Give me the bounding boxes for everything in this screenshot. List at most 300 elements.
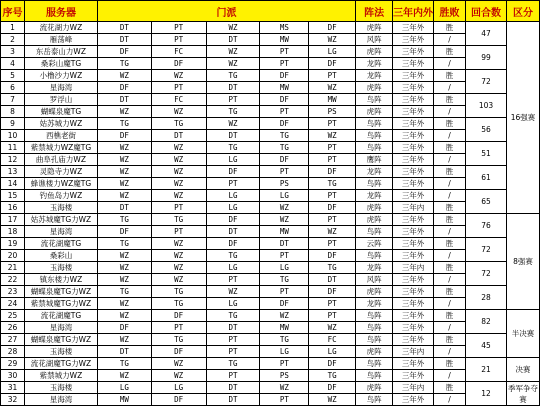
sect-cell[interactable]: DF xyxy=(97,226,151,238)
row-number-cell[interactable]: 22 xyxy=(1,274,25,286)
sect-cell[interactable]: PS xyxy=(260,370,309,382)
rounds-cell[interactable]: 82 xyxy=(466,310,507,334)
sect-cell[interactable]: LG xyxy=(206,154,260,166)
rounds-cell[interactable]: 51 xyxy=(466,142,507,166)
sect-cell[interactable]: WZ xyxy=(309,82,356,94)
server-cell[interactable]: 灵隐寺力WZ xyxy=(24,166,97,178)
years-cell[interactable]: 三年外 xyxy=(393,82,434,94)
years-cell[interactable]: 三年内 xyxy=(393,262,434,274)
sect-cell[interactable]: PT xyxy=(151,226,206,238)
sect-cell[interactable]: PT xyxy=(151,202,206,214)
row-number-cell[interactable]: 32 xyxy=(1,394,25,406)
row-number-cell[interactable]: 18 xyxy=(1,226,25,238)
sect-cell[interactable]: WZ xyxy=(206,118,260,130)
server-cell[interactable]: 罗浮山 xyxy=(24,94,97,106)
sect-cell[interactable]: WZ xyxy=(206,58,260,70)
result-cell[interactable]: / xyxy=(434,106,466,118)
formation-cell[interactable]: 虎阵 xyxy=(356,346,393,358)
rounds-cell[interactable]: 56 xyxy=(466,118,507,142)
result-cell[interactable]: / xyxy=(434,154,466,166)
years-cell[interactable]: 三年外 xyxy=(393,394,434,406)
sect-cell[interactable]: WZ xyxy=(97,106,151,118)
result-cell[interactable]: / xyxy=(434,34,466,46)
result-cell[interactable]: / xyxy=(434,298,466,310)
years-cell[interactable]: 三年外 xyxy=(393,118,434,130)
row-number-cell[interactable]: 31 xyxy=(1,382,25,394)
sect-cell[interactable]: TG xyxy=(260,334,309,346)
row-number-cell[interactable]: 8 xyxy=(1,106,25,118)
formation-cell[interactable]: 虎阵 xyxy=(356,214,393,226)
sect-cell[interactable]: MW xyxy=(97,394,151,406)
sect-cell[interactable]: TG xyxy=(309,178,356,190)
sect-cell[interactable]: TG xyxy=(151,334,206,346)
rounds-cell[interactable]: 99 xyxy=(466,46,507,70)
header-years[interactable]: 三年内外 xyxy=(393,1,434,22)
sect-cell[interactable]: TG xyxy=(97,238,151,250)
result-cell[interactable]: / xyxy=(434,82,466,94)
sect-cell[interactable]: PT xyxy=(260,166,309,178)
result-cell[interactable]: 胜 xyxy=(434,118,466,130)
sect-cell[interactable]: PT xyxy=(260,250,309,262)
years-cell[interactable]: 三年外 xyxy=(393,310,434,322)
header-server[interactable]: 服务器 xyxy=(24,1,97,22)
sect-cell[interactable]: WZ xyxy=(309,130,356,142)
sect-cell[interactable]: WZ xyxy=(260,310,309,322)
server-cell[interactable]: 东岳泰山力WZ xyxy=(24,46,97,58)
sect-cell[interactable]: DF xyxy=(260,70,309,82)
years-cell[interactable]: 三年外 xyxy=(393,130,434,142)
sect-cell[interactable]: DF xyxy=(151,346,206,358)
formation-cell[interactable]: 鸟阵 xyxy=(356,358,393,370)
sect-cell[interactable]: WZ xyxy=(151,154,206,166)
years-cell[interactable]: 三年外 xyxy=(393,370,434,382)
sect-cell[interactable]: DT xyxy=(97,346,151,358)
sect-cell[interactable]: WZ xyxy=(260,214,309,226)
result-cell[interactable]: / xyxy=(434,274,466,286)
server-cell[interactable]: 玉海楼 xyxy=(24,202,97,214)
server-cell[interactable]: 西樵老街 xyxy=(24,130,97,142)
formation-cell[interactable]: 龙阵 xyxy=(356,166,393,178)
sect-cell[interactable]: PT xyxy=(309,310,356,322)
row-number-cell[interactable]: 17 xyxy=(1,214,25,226)
years-cell[interactable]: 三年外 xyxy=(393,178,434,190)
sect-cell[interactable]: DT xyxy=(206,130,260,142)
sect-cell[interactable]: DF xyxy=(97,322,151,334)
result-cell[interactable]: 胜 xyxy=(434,238,466,250)
sect-cell[interactable]: WZ xyxy=(206,22,260,34)
row-number-cell[interactable]: 28 xyxy=(1,346,25,358)
header-formation[interactable]: 阵法 xyxy=(356,1,393,22)
sect-cell[interactable]: TG xyxy=(206,106,260,118)
server-cell[interactable]: 蝴蝶泉魔TG力WZ xyxy=(24,334,97,346)
sect-cell[interactable]: DT xyxy=(309,274,356,286)
years-cell[interactable]: 三年外 xyxy=(393,106,434,118)
sect-cell[interactable]: DF xyxy=(309,358,356,370)
sect-cell[interactable]: TG xyxy=(151,118,206,130)
sect-cell[interactable]: WZ xyxy=(151,178,206,190)
sect-cell[interactable]: TG xyxy=(260,274,309,286)
server-cell[interactable]: 镇东楼力WZ xyxy=(24,274,97,286)
sect-cell[interactable]: WZ xyxy=(151,142,206,154)
server-cell[interactable]: 流花湖魔TG xyxy=(24,238,97,250)
formation-cell[interactable]: 鸟阵 xyxy=(356,178,393,190)
sect-cell[interactable]: DF xyxy=(151,58,206,70)
server-cell[interactable]: 星海湾 xyxy=(24,226,97,238)
row-number-cell[interactable]: 19 xyxy=(1,238,25,250)
result-cell[interactable]: 胜 xyxy=(434,286,466,298)
sect-cell[interactable]: PS xyxy=(309,106,356,118)
years-cell[interactable]: 三年外 xyxy=(393,286,434,298)
result-cell[interactable]: 胜 xyxy=(434,94,466,106)
sect-cell[interactable]: TG xyxy=(206,70,260,82)
server-cell[interactable]: 流花湖魔TG力WZ xyxy=(24,358,97,370)
sect-cell[interactable]: DT xyxy=(206,382,260,394)
sect-cell[interactable]: TG xyxy=(206,310,260,322)
server-cell[interactable]: 小橹沙力WZ xyxy=(24,70,97,82)
formation-cell[interactable]: 虎阵 xyxy=(356,106,393,118)
sect-cell[interactable]: DF xyxy=(260,118,309,130)
row-number-cell[interactable]: 4 xyxy=(1,58,25,70)
sect-cell[interactable]: DF xyxy=(206,214,260,226)
result-cell[interactable]: 胜 xyxy=(434,46,466,58)
sect-cell[interactable]: WZ xyxy=(151,190,206,202)
formation-cell[interactable]: 虎阵 xyxy=(356,382,393,394)
sect-cell[interactable]: DT xyxy=(151,130,206,142)
sect-cell[interactable]: PT xyxy=(151,22,206,34)
result-cell[interactable]: 胜 xyxy=(434,202,466,214)
rounds-cell[interactable]: 103 xyxy=(466,94,507,118)
sect-cell[interactable]: WZ xyxy=(97,370,151,382)
row-number-cell[interactable]: 25 xyxy=(1,310,25,322)
sect-cell[interactable]: MW xyxy=(260,82,309,94)
sect-cell[interactable]: TG xyxy=(151,286,206,298)
formation-cell[interactable]: 风阵 xyxy=(356,34,393,46)
server-cell[interactable]: 流花湖力WZ xyxy=(24,22,97,34)
sect-cell[interactable]: PT xyxy=(309,238,356,250)
formation-cell[interactable]: 鸟阵 xyxy=(356,250,393,262)
sect-cell[interactable]: DF xyxy=(151,394,206,406)
formation-cell[interactable]: 虎阵 xyxy=(356,82,393,94)
row-number-cell[interactable]: 10 xyxy=(1,130,25,142)
years-cell[interactable]: 三年外 xyxy=(393,238,434,250)
result-cell[interactable]: / xyxy=(434,178,466,190)
result-cell[interactable]: / xyxy=(434,370,466,382)
server-cell[interactable]: 蜂谯楼力WZ魔TG xyxy=(24,178,97,190)
row-number-cell[interactable]: 7 xyxy=(1,94,25,106)
years-cell[interactable]: 三年外 xyxy=(393,274,434,286)
sect-cell[interactable]: LG xyxy=(206,262,260,274)
sect-cell[interactable]: DF xyxy=(97,46,151,58)
server-cell[interactable]: 紫禁城魔TG力WZ xyxy=(24,298,97,310)
sect-cell[interactable]: TG xyxy=(97,214,151,226)
sect-cell[interactable]: TG xyxy=(309,262,356,274)
sect-cell[interactable]: WZ xyxy=(309,226,356,238)
sect-cell[interactable]: DF xyxy=(206,238,260,250)
sect-cell[interactable]: DF xyxy=(309,22,356,34)
rounds-cell[interactable]: 72 xyxy=(466,70,507,94)
row-number-cell[interactable]: 13 xyxy=(1,166,25,178)
result-cell[interactable]: / xyxy=(434,58,466,70)
sect-cell[interactable]: DT xyxy=(97,22,151,34)
years-cell[interactable]: 三年外 xyxy=(393,358,434,370)
server-cell[interactable]: 星海湾 xyxy=(24,394,97,406)
years-cell[interactable]: 三年外 xyxy=(393,142,434,154)
server-cell[interactable]: 蝴蝶泉魔TG xyxy=(24,106,97,118)
sect-cell[interactable]: WZ xyxy=(97,190,151,202)
sect-cell[interactable]: WZ xyxy=(309,34,356,46)
sect-cell[interactable]: WZ xyxy=(97,154,151,166)
sect-cell[interactable]: PT xyxy=(260,58,309,70)
server-cell[interactable]: 蝴蝶泉魔TG力WZ xyxy=(24,286,97,298)
row-number-cell[interactable]: 27 xyxy=(1,334,25,346)
result-cell[interactable]: / xyxy=(434,346,466,358)
result-cell[interactable]: 胜 xyxy=(434,22,466,34)
formation-cell[interactable]: 龙阵 xyxy=(356,70,393,82)
sect-cell[interactable]: WZ xyxy=(206,286,260,298)
rounds-cell[interactable]: 61 xyxy=(466,166,507,190)
formation-cell[interactable]: 鸟阵 xyxy=(356,334,393,346)
sect-cell[interactable]: WZ xyxy=(97,274,151,286)
sect-cell[interactable]: WZ xyxy=(151,238,206,250)
sect-cell[interactable]: WZ xyxy=(151,262,206,274)
sect-cell[interactable]: WZ xyxy=(309,394,356,406)
sect-cell[interactable]: PT xyxy=(206,346,260,358)
server-cell[interactable]: 紫禁城力WZ xyxy=(24,370,97,382)
row-number-cell[interactable]: 26 xyxy=(1,322,25,334)
sect-cell[interactable]: WZ xyxy=(260,202,309,214)
sect-cell[interactable]: WZ xyxy=(97,70,151,82)
sect-cell[interactable]: FC xyxy=(151,46,206,58)
stage-cell[interactable]: 决赛 xyxy=(506,358,539,382)
sect-cell[interactable]: TG xyxy=(260,130,309,142)
sect-cell[interactable]: DT xyxy=(206,226,260,238)
sect-cell[interactable]: MS xyxy=(260,22,309,34)
sect-cell[interactable]: PT xyxy=(151,82,206,94)
rounds-cell[interactable]: 76 xyxy=(466,214,507,238)
result-cell[interactable]: 胜 xyxy=(434,70,466,82)
stage-cell[interactable]: 16强赛 xyxy=(506,22,539,214)
server-cell[interactable]: 姑苏城力WZ xyxy=(24,118,97,130)
sect-cell[interactable]: PT xyxy=(151,34,206,46)
result-cell[interactable]: 胜 xyxy=(434,382,466,394)
sect-cell[interactable]: DF xyxy=(260,94,309,106)
result-cell[interactable]: / xyxy=(434,190,466,202)
sect-cell[interactable]: TG xyxy=(151,214,206,226)
sect-cell[interactable]: DT xyxy=(97,94,151,106)
sect-cell[interactable]: DF xyxy=(206,166,260,178)
result-cell[interactable]: 胜 xyxy=(434,334,466,346)
rounds-cell[interactable]: 12 xyxy=(466,382,507,406)
sect-cell[interactable]: LG xyxy=(260,190,309,202)
sect-cell[interactable]: PT xyxy=(206,334,260,346)
header-sect[interactable]: 门派 xyxy=(97,1,355,22)
sect-cell[interactable]: DF xyxy=(97,82,151,94)
row-number-cell[interactable]: 9 xyxy=(1,118,25,130)
years-cell[interactable]: 三年外 xyxy=(393,46,434,58)
sect-cell[interactable]: WZ xyxy=(151,274,206,286)
server-cell[interactable]: 钓鱼岛力WZ xyxy=(24,190,97,202)
formation-cell[interactable]: 云阵 xyxy=(356,238,393,250)
formation-cell[interactable]: 虎阵 xyxy=(356,202,393,214)
sect-cell[interactable]: PT xyxy=(309,214,356,226)
result-cell[interactable]: 胜 xyxy=(434,262,466,274)
sect-cell[interactable]: LG xyxy=(260,262,309,274)
sect-cell[interactable]: WZ xyxy=(151,358,206,370)
years-cell[interactable]: 三年外 xyxy=(393,154,434,166)
row-number-cell[interactable]: 30 xyxy=(1,370,25,382)
years-cell[interactable]: 三年内 xyxy=(393,382,434,394)
sect-cell[interactable]: TG xyxy=(260,142,309,154)
server-cell[interactable]: 紫禁城力WZ魔TG xyxy=(24,142,97,154)
sect-cell[interactable]: DF xyxy=(309,166,356,178)
row-number-cell[interactable]: 23 xyxy=(1,286,25,298)
years-cell[interactable]: 三年外 xyxy=(393,70,434,82)
sect-cell[interactable]: PT xyxy=(206,274,260,286)
years-cell[interactable]: 三年外 xyxy=(393,94,434,106)
row-number-cell[interactable]: 6 xyxy=(1,82,25,94)
sect-cell[interactable]: DT xyxy=(206,34,260,46)
rounds-cell[interactable]: 45 xyxy=(466,334,507,358)
sect-cell[interactable]: WZ xyxy=(151,106,206,118)
sect-cell[interactable]: WZ xyxy=(206,46,260,58)
result-cell[interactable]: / xyxy=(434,226,466,238)
formation-cell[interactable]: 虎阵 xyxy=(356,286,393,298)
result-cell[interactable]: / xyxy=(434,250,466,262)
server-cell[interactable]: 玉海楼 xyxy=(24,346,97,358)
sect-cell[interactable]: WZ xyxy=(97,178,151,190)
sect-cell[interactable]: FC xyxy=(309,334,356,346)
sect-cell[interactable]: PT xyxy=(260,286,309,298)
sect-cell[interactable]: LG xyxy=(206,202,260,214)
years-cell[interactable]: 三年外 xyxy=(393,226,434,238)
years-cell[interactable]: 三年内 xyxy=(393,346,434,358)
sect-cell[interactable]: WZ xyxy=(97,298,151,310)
server-cell[interactable]: 桑彩山 xyxy=(24,250,97,262)
rounds-cell[interactable]: 72 xyxy=(466,238,507,262)
row-number-cell[interactable]: 20 xyxy=(1,250,25,262)
rounds-cell[interactable]: 65 xyxy=(466,190,507,214)
sect-cell[interactable]: DT xyxy=(206,322,260,334)
formation-cell[interactable]: 鹰阵 xyxy=(356,154,393,166)
formation-cell[interactable]: 鸟阵 xyxy=(356,310,393,322)
server-cell[interactable]: 星海湾 xyxy=(24,82,97,94)
rounds-cell[interactable]: 47 xyxy=(466,22,507,46)
sect-cell[interactable]: MW xyxy=(260,322,309,334)
result-cell[interactable]: 胜 xyxy=(434,214,466,226)
row-number-cell[interactable]: 24 xyxy=(1,298,25,310)
row-number-cell[interactable]: 14 xyxy=(1,178,25,190)
row-number-cell[interactable]: 1 xyxy=(1,22,25,34)
result-cell[interactable]: / xyxy=(434,394,466,406)
years-cell[interactable]: 三年外 xyxy=(393,58,434,70)
sect-cell[interactable]: PT xyxy=(309,190,356,202)
formation-cell[interactable]: 鸟阵 xyxy=(356,130,393,142)
sect-cell[interactable]: LG xyxy=(206,190,260,202)
sect-cell[interactable]: PT xyxy=(309,70,356,82)
sect-cell[interactable]: PT xyxy=(260,46,309,58)
sect-cell[interactable]: DT xyxy=(206,82,260,94)
server-cell[interactable]: 曲阜孔庙力WZ xyxy=(24,154,97,166)
sect-cell[interactable]: FC xyxy=(151,94,206,106)
sect-cell[interactable]: LG xyxy=(206,298,260,310)
sect-cell[interactable]: DT xyxy=(206,394,260,406)
sect-cell[interactable]: WZ xyxy=(97,142,151,154)
sect-cell[interactable]: WZ xyxy=(151,370,206,382)
rounds-cell[interactable]: 28 xyxy=(466,286,507,310)
sect-cell[interactable]: WZ xyxy=(151,166,206,178)
sect-cell[interactable]: PS xyxy=(260,178,309,190)
result-cell[interactable]: / xyxy=(434,130,466,142)
sect-cell[interactable]: LG xyxy=(151,382,206,394)
years-cell[interactable]: 三年外 xyxy=(393,250,434,262)
sect-cell[interactable]: DF xyxy=(97,130,151,142)
sect-cell[interactable]: PT xyxy=(309,154,356,166)
years-cell[interactable]: 三年外 xyxy=(393,298,434,310)
years-cell[interactable]: 三年内 xyxy=(393,202,434,214)
header-rounds[interactable]: 回合数 xyxy=(466,1,507,22)
result-cell[interactable]: 胜 xyxy=(434,310,466,322)
sect-cell[interactable]: PT xyxy=(309,142,356,154)
years-cell[interactable]: 三年外 xyxy=(393,334,434,346)
server-cell[interactable]: 流花湖魔TG xyxy=(24,310,97,322)
sect-cell[interactable]: DF xyxy=(309,202,356,214)
sect-cell[interactable]: TG xyxy=(309,370,356,382)
server-cell[interactable]: 玉海楼 xyxy=(24,382,97,394)
formation-cell[interactable]: 鸟阵 xyxy=(356,322,393,334)
row-number-cell[interactable]: 12 xyxy=(1,154,25,166)
sect-cell[interactable]: PT xyxy=(260,358,309,370)
sect-cell[interactable]: DT xyxy=(97,202,151,214)
formation-cell[interactable]: 鸟阵 xyxy=(356,118,393,130)
result-cell[interactable]: / xyxy=(434,322,466,334)
sect-cell[interactable]: TG xyxy=(97,58,151,70)
row-number-cell[interactable]: 29 xyxy=(1,358,25,370)
years-cell[interactable]: 三年外 xyxy=(393,190,434,202)
sect-cell[interactable]: MW xyxy=(260,226,309,238)
sect-cell[interactable]: LG xyxy=(97,382,151,394)
stage-cell[interactable]: 半决赛 xyxy=(506,310,539,358)
sect-cell[interactable]: PT xyxy=(260,106,309,118)
result-cell[interactable]: 胜 xyxy=(434,142,466,154)
formation-cell[interactable]: 龙阵 xyxy=(356,190,393,202)
row-number-cell[interactable]: 2 xyxy=(1,34,25,46)
formation-cell[interactable]: 龙阵 xyxy=(356,298,393,310)
years-cell[interactable]: 三年外 xyxy=(393,322,434,334)
sect-cell[interactable]: WZ xyxy=(97,262,151,274)
sect-cell[interactable]: MW xyxy=(260,34,309,46)
result-cell[interactable]: 胜 xyxy=(434,358,466,370)
result-cell[interactable]: 胜 xyxy=(434,166,466,178)
sect-cell[interactable]: WZ xyxy=(309,322,356,334)
server-cell[interactable]: 雁荡峰 xyxy=(24,34,97,46)
stage-cell[interactable]: 8强赛 xyxy=(506,214,539,310)
stage-cell[interactable]: 季军争夺赛 xyxy=(507,383,538,404)
formation-cell[interactable]: 虎阵 xyxy=(356,22,393,34)
server-cell[interactable]: 姑苏城魔TG力WZ xyxy=(24,214,97,226)
sect-cell[interactable]: PT xyxy=(309,118,356,130)
years-cell[interactable]: 三年外 xyxy=(393,22,434,34)
row-number-cell[interactable]: 3 xyxy=(1,46,25,58)
header-result[interactable]: 胜败 xyxy=(434,1,466,22)
sect-cell[interactable]: DT xyxy=(260,238,309,250)
sect-cell[interactable]: TG xyxy=(97,358,151,370)
server-cell[interactable]: 星海湾 xyxy=(24,322,97,334)
rounds-cell[interactable]: 72 xyxy=(466,262,507,286)
formation-cell[interactable]: 龙阵 xyxy=(356,58,393,70)
sect-cell[interactable]: LG xyxy=(309,46,356,58)
sect-cell[interactable]: WZ xyxy=(151,70,206,82)
years-cell[interactable]: 三年外 xyxy=(393,214,434,226)
